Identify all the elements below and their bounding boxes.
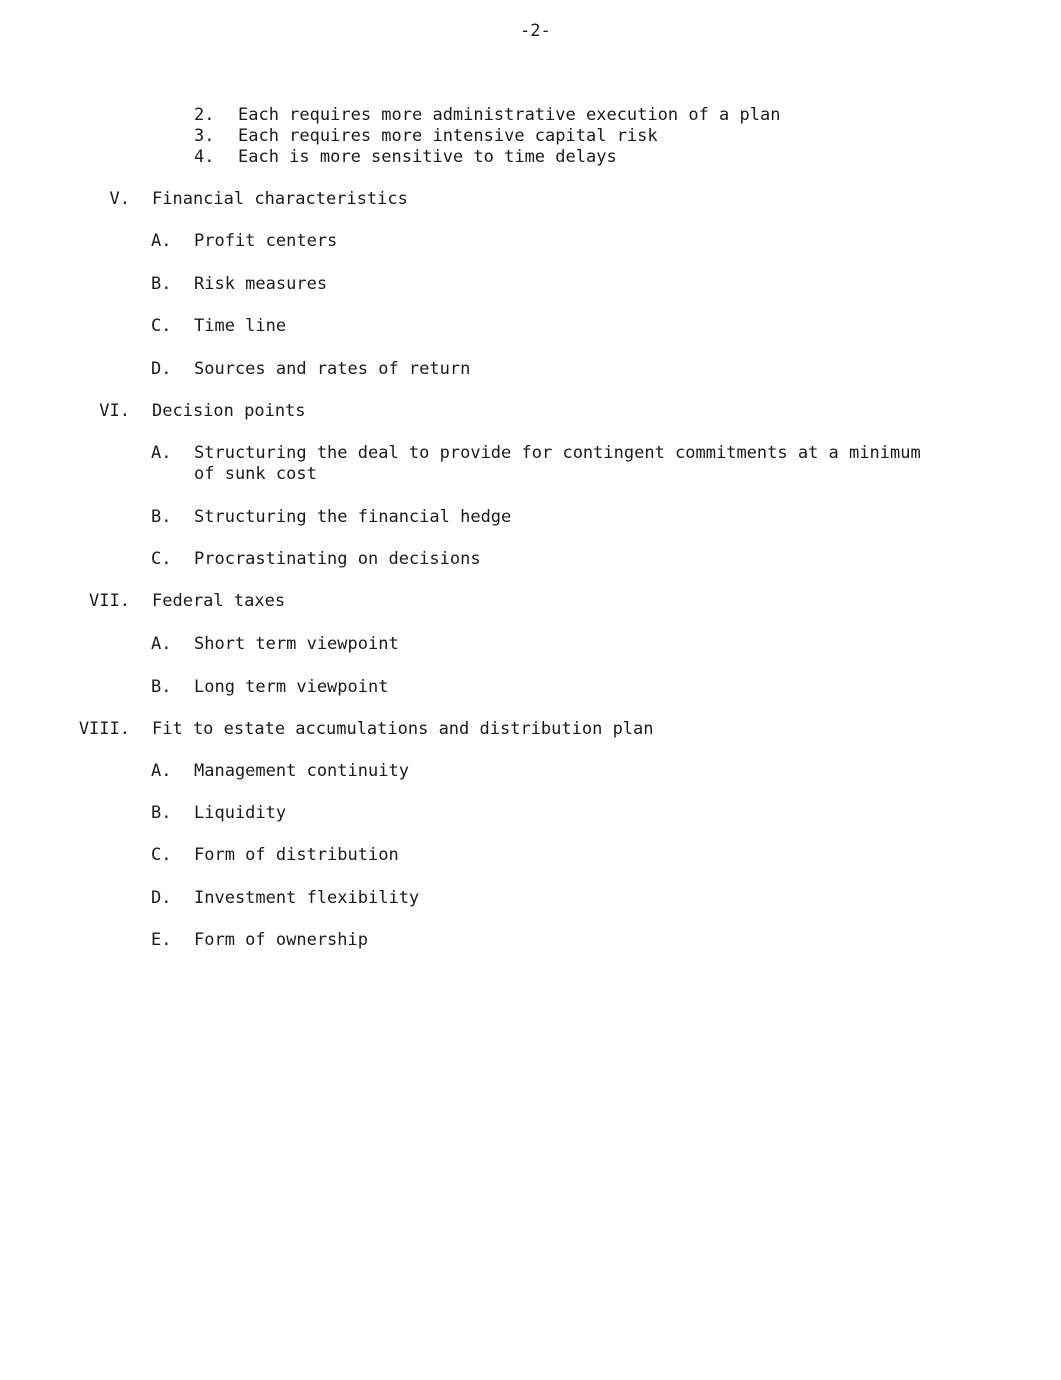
list-item-letter: C.: [151, 845, 172, 865]
list-item-text: Form of distribution: [194, 845, 399, 865]
list-item-text: Sources and rates of return: [194, 359, 471, 379]
list-item-text: Liquidity: [194, 803, 287, 823]
section-heading: Financial characteristics: [152, 189, 408, 209]
list-item-text: Form of ownership: [194, 930, 368, 950]
list-item-text: Each requires more intensive capital risk: [238, 126, 658, 146]
list-item-letter: A.: [151, 761, 172, 781]
list-item-letter: B.: [151, 507, 172, 527]
list-item-letter: C.: [151, 316, 172, 336]
list-item-text: Time line: [194, 316, 287, 336]
list-item-text: Profit centers: [194, 231, 338, 251]
list-item-text: Short term viewpoint: [194, 634, 399, 654]
list-item-letter: A.: [151, 443, 172, 463]
list-item-text-continuation: of sunk cost: [194, 464, 317, 484]
list-item-text: Structuring the financial hedge: [194, 507, 512, 527]
section-heading: Federal taxes: [152, 591, 286, 611]
list-item-letter: A.: [151, 634, 172, 654]
section-numeral: VII.: [89, 591, 130, 611]
list-item-number: 3.: [194, 126, 215, 146]
list-item-letter: E.: [151, 930, 172, 950]
list-item-number: 2.: [194, 105, 215, 125]
list-item-letter: B.: [151, 803, 172, 823]
list-item-text: Investment flexibility: [194, 888, 420, 908]
list-item-letter: A.: [151, 231, 172, 251]
list-item-letter: B.: [151, 677, 172, 697]
list-item-text: Long term viewpoint: [194, 677, 389, 697]
list-item-text: Risk measures: [194, 274, 328, 294]
list-item-text: Each is more sensitive to time delays: [238, 147, 617, 167]
list-item-letter: B.: [151, 274, 172, 294]
list-item-text: Structuring the deal to provide for contingent commitments at a minimum: [194, 443, 921, 463]
section-numeral: VI.: [99, 401, 130, 421]
section-heading: Fit to estate accumulations and distribution plan: [152, 719, 654, 739]
list-item-number: 4.: [194, 147, 215, 167]
section-numeral: V.: [109, 189, 130, 209]
list-item-letter: C.: [151, 549, 172, 569]
section-numeral: VIII.: [78, 719, 130, 739]
list-item-text: Management continuity: [194, 761, 409, 781]
list-item-text: Procrastinating on decisions: [194, 549, 481, 569]
page-number: -2-: [520, 21, 551, 41]
list-item-letter: D.: [151, 359, 172, 379]
section-heading: Decision points: [152, 401, 306, 421]
list-item-text: Each requires more administrative execution of a plan: [238, 105, 781, 125]
list-item-letter: D.: [151, 888, 172, 908]
